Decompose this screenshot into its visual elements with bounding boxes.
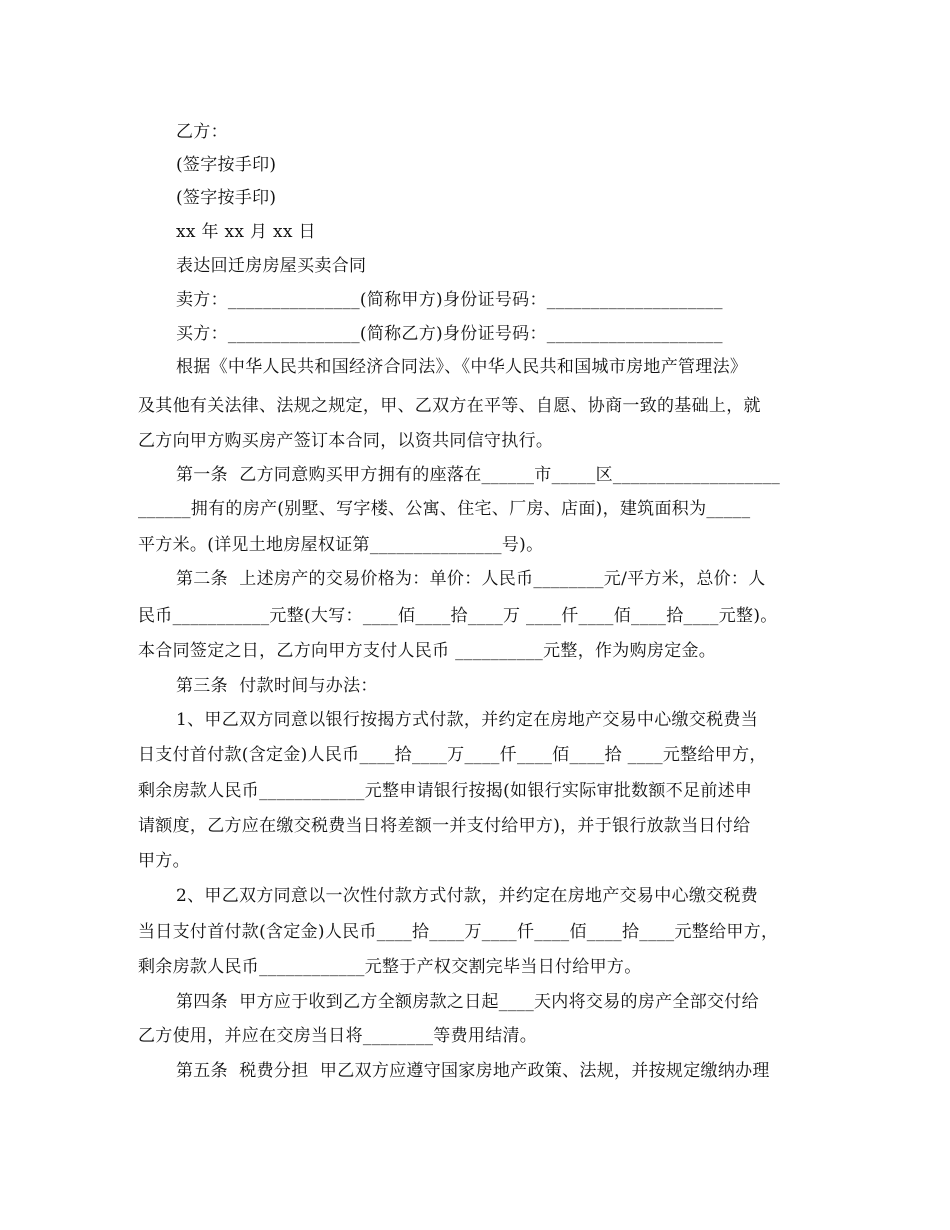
signature-note-2: (签字按手印) — [176, 188, 277, 208]
date-line: xx 年 xx 月 xx 日 — [176, 222, 316, 242]
article-3-heading: 第三条 付款时间与办法： — [176, 676, 378, 696]
article-4-line-1: 第四条 甲方应于收到乙方全额房款之日起____天内将交易的房产全部交付给 — [176, 992, 759, 1012]
article-2-line-2: 民币___________元整(大写：____佰____拾____万 ____仟____佰____拾____元整)。 — [138, 606, 778, 626]
document-title: 表达回迁房房屋买卖合同 — [176, 256, 367, 276]
preamble-line-2: 及其他有关法律、法规之规定，甲、乙双方在平等、自愿、协商一致的基础上，就 — [138, 396, 761, 416]
article-3-clause-1-line-4: 请额度，乙方应在缴交税费当日将差额一并支付给甲方)，并于银行放款当日付给 — [138, 816, 751, 836]
article-2-line-1: 第二条 上述房产的交易价格为：单价：人民币________元/平方米，总价：人 — [176, 569, 766, 589]
article-1-line-3: 平方米。(详见土地房屋权证第_______________号)。 — [138, 535, 544, 555]
article-3-clause-1-line-2: 日支付首付款(含定金)人民币____拾____万____仟____佰____拾 ____元整给甲方， — [138, 745, 767, 765]
party-b-label: 乙方： — [176, 122, 228, 142]
article-5-line-1: 第五条 税费分担 甲乙双方应遵守国家房地产政策、法规，并按规定缴纳办理 — [176, 1061, 770, 1081]
article-3-clause-1-line-1: 1、甲乙双方同意以银行按揭方式付款，并约定在房地产交易中心缴交税费当 — [176, 710, 759, 730]
article-1-line-2: ______拥有的房产(别墅、写字楼、公寓、住宅、厂房、店面)，建筑面积为_____ — [138, 499, 751, 519]
seller-line: 卖方：_______________(简称甲方)身份证号码：____________________ — [176, 290, 723, 310]
article-3-clause-2-line-3: 剩余房款人民币____________元整于产权交割完毕当日付给甲方。 — [138, 957, 642, 977]
article-2-line-3: 本合同签定之日，乙方向甲方支付人民币 __________元整，作为购房定金。 — [138, 641, 717, 661]
article-4-line-2: 乙方使用，并应在交房当日将________等费用结清。 — [138, 1026, 538, 1046]
article-3-clause-2-line-2: 当日支付首付款(含定金)人民币____拾____万____仟____佰____拾____元整给甲方， — [138, 922, 779, 942]
article-3-clause-1-line-5: 甲方。 — [138, 851, 190, 871]
article-3-clause-2-line-1: 2、甲乙双方同意以一次性付款方式付款，并约定在房地产交易中心缴交税费 — [176, 886, 759, 906]
signature-note-1: (签字按手印) — [176, 155, 277, 175]
article-3-clause-1-line-3: 剩余房款人民币____________元整申请银行按揭(如银行实际审批数额不足前述申 — [138, 781, 753, 801]
preamble-line-3: 乙方向甲方购买房产签订本合同，以资共同信守执行。 — [138, 431, 554, 451]
preamble-line-1: 根据《中华人民共和国经济合同法》、《中华人民共和国城市房地产管理法》 — [176, 357, 748, 377]
buyer-line: 买方：_______________(简称乙方)身份证号码：____________________ — [176, 324, 723, 344]
article-1-line-1: 第一条 乙方同意购买甲方拥有的座落在______市_____区___________________ — [176, 465, 781, 485]
